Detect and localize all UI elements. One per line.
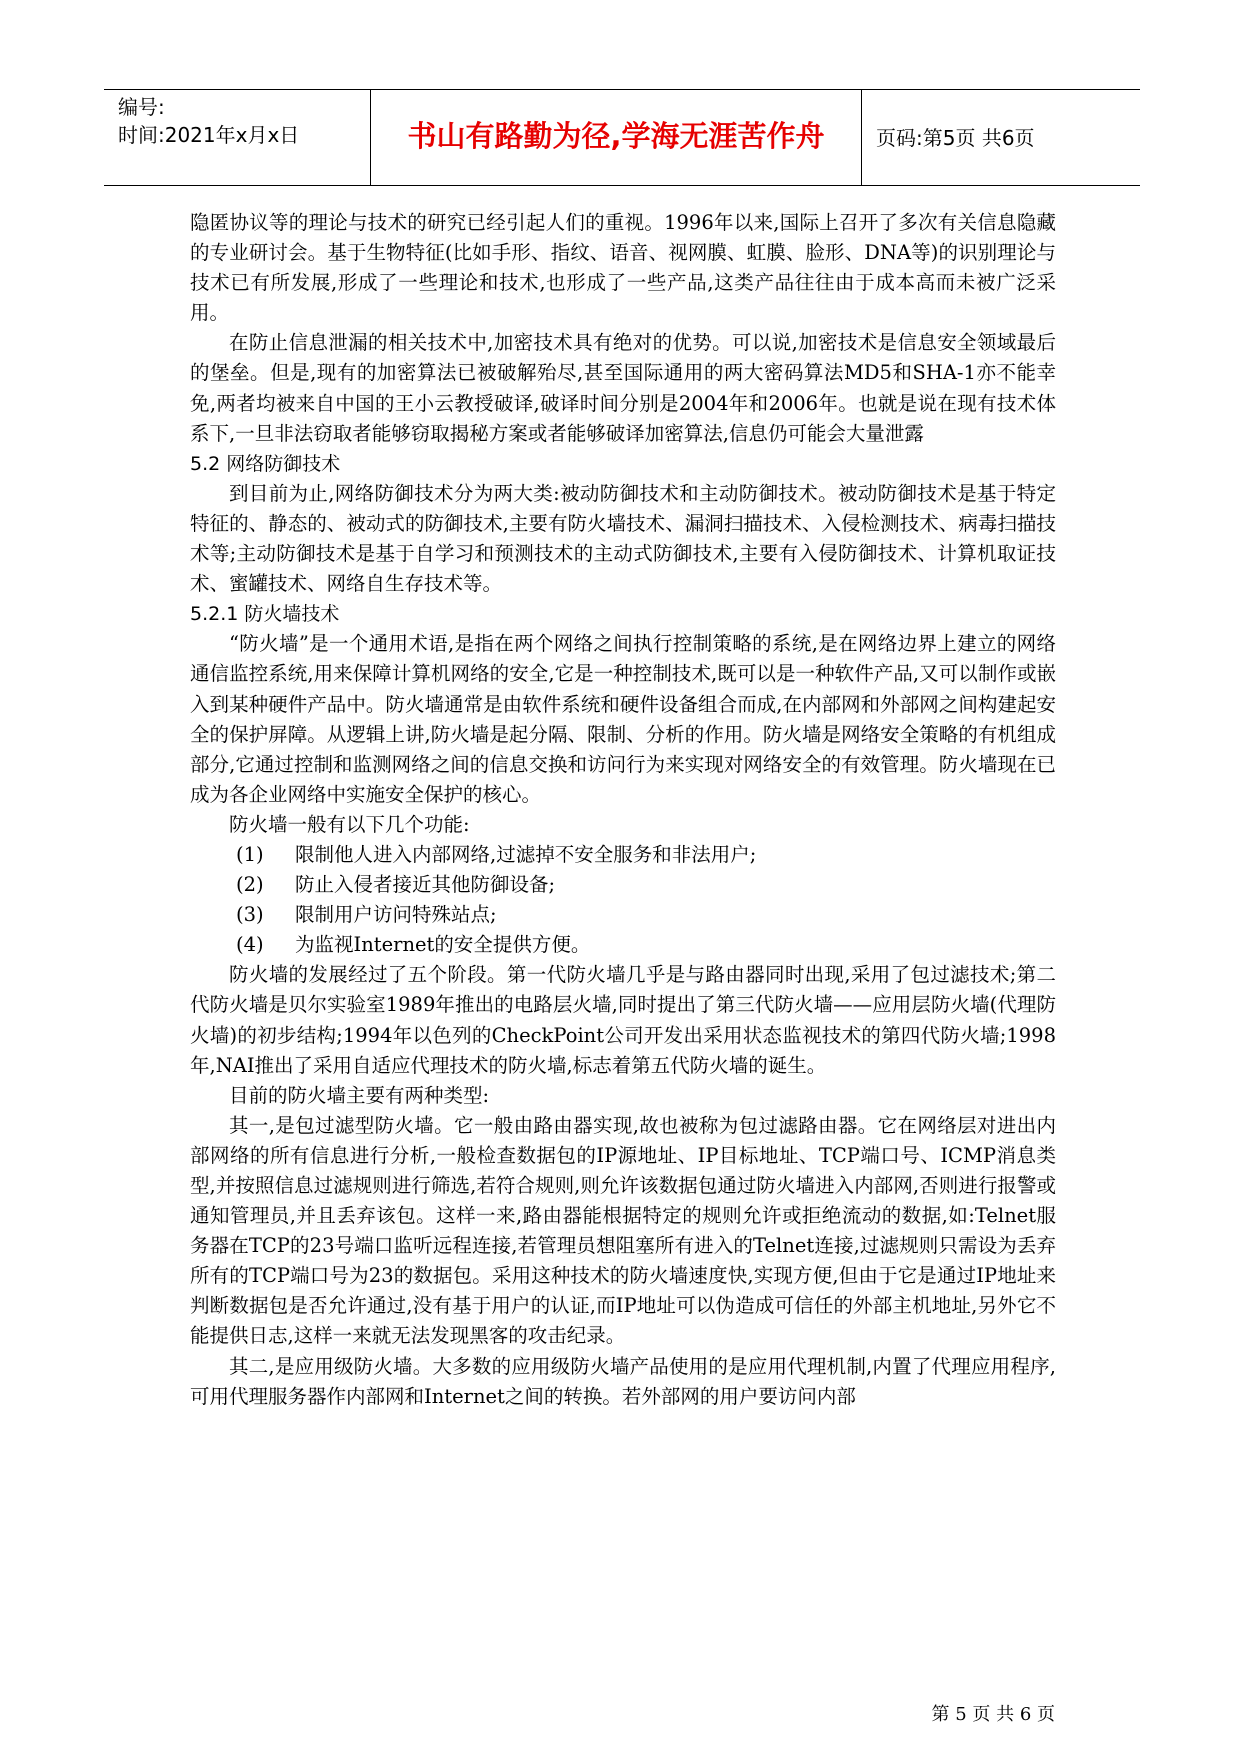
paragraph: 防火墙一般有以下几个功能:	[229, 812, 470, 836]
header-page-cell	[862, 90, 1140, 185]
paragraph: 隐匿协议等的理论与技术的研究已经引起人们的重视。1996年以来,国际上召开了多次有关信息隐藏的专业研讨会。基于生物特征(比如手形、指纹、语音、视网膜、虹膜、脸形、DNA等)的识别理论与技术已有所发展,形成了一些理论和技术,也形成了一些产品,这类产品往往由于成本高而未被广泛采用。	[190, 211, 1056, 325]
paragraph: 在防止信息泄漏的相关技术中,加密技术具有绝对的优势。可以说,加密技术是信息安全领域最后的堡垒。但是,现有的加密算法已被破解殆尽,甚至国际通用的两大密码算法MD5和SHA-1亦不能幸免,两者均被来自中国的王小云教授破译,破译时间分别是2004年和2006年。也就是说在现有技术体系下,一旦非法窃取者能够窃取揭秘方案或者能够破译加密算法,信息仍可能会大量泄露	[190, 331, 1056, 445]
list-item	[190, 900, 1056, 930]
list-item-number: (4)	[236, 933, 264, 957]
list-item	[190, 930, 1056, 960]
list-item	[190, 840, 1056, 870]
header-page-code: 页码:第5页 共6页	[876, 126, 1035, 150]
paragraph: “防火墙”是一个通用术语,是指在两个网络之间执行控制策略的系统,是在网络边界上建立的网络通信监控系统,用来保障计算机网络的安全,它是一种控制技术,既可以是一种软件产品,又可以制作或嵌入到某种硬件产品中。防火墙通常是由软件系统和硬件设备组合而成,在内部网和外部网之间构建起安全的保护屏障。从逻辑上讲,防火墙是起分隔、限制、分析的作用。防火墙是网络安全策略的有机组成部分,它通过控制和监测网络之间的信息交换和访问行为来实现对网络安全的有效管理。防火墙现在已成为各企业网络中实施安全保护的核心。	[190, 632, 1056, 806]
list-item-text: 限制用户访问特殊站点;	[295, 903, 497, 927]
subsection-heading: 5.2.1 防火墙技术	[190, 603, 340, 626]
paragraph: 防火墙的发展经过了五个阶段。第一代防火墙几乎是与路由器同时出现,采用了包过滤技术;第二代防火墙是贝尔实验室1989年推出的电路层火墙,同时提出了第三代防火墙——应用层防火墙(代理防火墙)的初步结构;1994年以色列的CheckPoint公司开发出采用状态监视技术的第四代防火墙;1998年,NAI推出了采用自适应代理技术的防火墙,标志着第五代防火墙的诞生。	[190, 963, 1056, 1077]
paragraph: 其一,是包过滤型防火墙。它一般由路由器实现,故也被称为包过滤路由器。它在网络层对进出内部网络的所有信息进行分析,一般检查数据包的IP源地址、IP目标地址、TCP端口号、ICMP消息类型,并按照信息过滤规则进行筛选,若符合规则,则允许该数据包通过防火墙进入内部网,否则进行报警或通知管理员,并且丢弃该包。这样一来,路由器能根据特定的规则允许或拒绝流动的数据,如:Telnet服务器在TCP的23号端口监听远程连接,若管理员想阻塞所有进入的Telnet连接,过滤规则只需设为丢弃所有的TCP端口号为23的数据包。采用这种技术的防火墙速度快,实现方便,但由于它是通过IP地址来判断数据包是否允许通过,没有基于用户的认证,而IP地址可以伪造成可信任的外部主机地址,另外它不能提供日志,这样一来就无法发现黑客的攻击纪录。	[190, 1113, 1056, 1348]
list-item-number: (1)	[236, 842, 264, 866]
document-time-label: 时间:2021年x月x日	[118, 123, 300, 147]
paragraph: 到目前为止,网络防御技术分为两大类:被动防御技术和主动防御技术。被动防御技术是基于特定特征的、静态的、被动式的防御技术,主要有防火墙技术、漏洞扫描技术、入侵检测技术、病毒扫描技术等;主动防御技术是基于自学习和预测技术的主动式防御技术,主要有入侵防御技术、计算机取证技术、蜜罐技术、网络自生存技术等。	[190, 481, 1056, 596]
page-footer: 第 5 页 共 6 页	[931, 1704, 1055, 1725]
list-item	[190, 870, 1056, 900]
paragraph: 目前的防火墙主要有两种类型:	[229, 1083, 490, 1107]
document-body	[190, 208, 1056, 1412]
header-info-cell	[104, 90, 371, 185]
header-motto: 书山有路勤为径,学海无涯苦作舟	[407, 119, 825, 153]
document-number-label: 编号:	[118, 95, 165, 119]
list-item-text: 为监视Internet的安全提供方便。	[295, 933, 591, 957]
section-heading: 5.2 网络防御技术	[190, 452, 341, 475]
list-item-number: (3)	[236, 903, 264, 927]
list-item-text: 防止入侵者接近其他防御设备;	[295, 873, 556, 897]
list-item-text: 限制他人进入内部网络,过滤掉不安全服务和非法用户;	[295, 842, 757, 866]
list-item-number: (2)	[236, 873, 264, 897]
page-header	[104, 89, 1140, 186]
header-motto-cell	[371, 90, 862, 185]
paragraph: 其二,是应用级防火墙。大多数的应用级防火墙产品使用的是应用代理机制,内置了代理应用程序,可用代理服务器作内部网和Internet之间的转换。若外部网的用户要访问内部	[190, 1354, 1056, 1408]
